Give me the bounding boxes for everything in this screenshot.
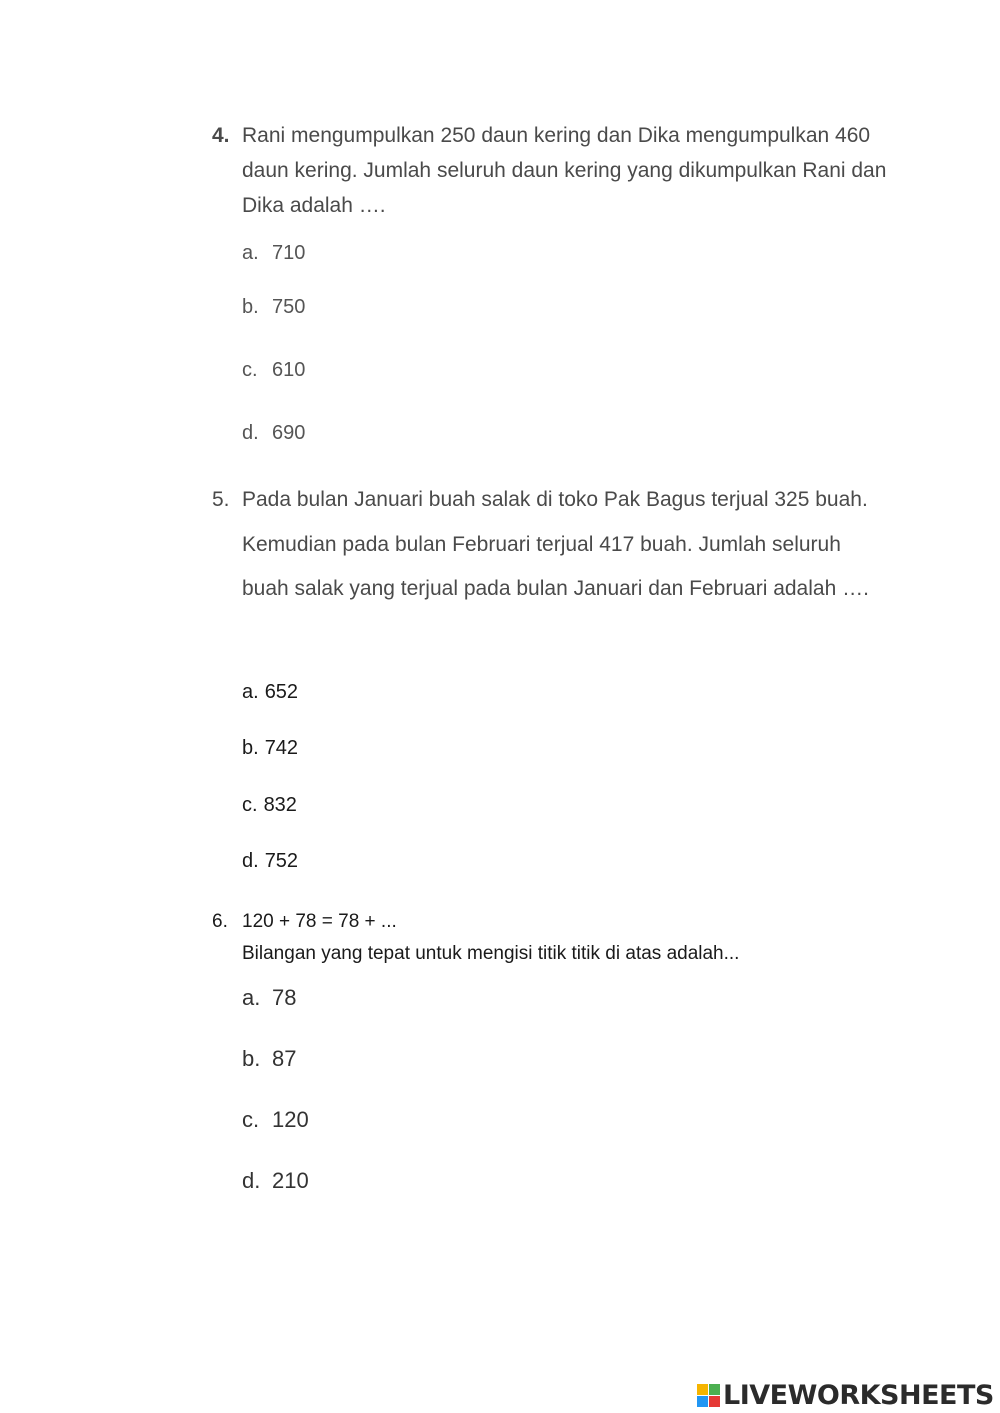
option-value: 752 (264, 850, 299, 872)
option-d (242, 850, 298, 873)
option-value: 832 (263, 794, 297, 816)
option-a (242, 985, 296, 1011)
question-5 (212, 478, 892, 612)
option-value: 690 (272, 422, 306, 444)
logo-mark-icon (697, 1384, 720, 1407)
option-a (242, 242, 305, 265)
logo-mark-square (709, 1396, 720, 1407)
option-value: 78 (272, 985, 297, 1010)
option-value: 742 (264, 737, 299, 759)
option-a (242, 681, 298, 704)
option-label: d. (242, 850, 259, 872)
option-label: c. (242, 359, 258, 381)
question-6 (212, 906, 892, 970)
option-value: 120 (272, 1107, 309, 1132)
question-text: Pada bulan Januari buah salak di toko Pak Bagus terjual 325 buah. Kemudian pada bulan Februari terjual 417 buah. Jumlah seluruh buah salak yang terjual pada bulan Januari dan Februari adalah …. (242, 488, 869, 600)
option-d (242, 422, 305, 445)
question-equation: 120 + 78 = 78 + ... (242, 911, 397, 932)
option-label: c. (242, 1107, 260, 1132)
option-label: b. (242, 1046, 261, 1071)
question-text: Bilangan yang tepat untuk mengisi titik titik di atas adalah... (242, 943, 740, 964)
option-label: b. (242, 737, 259, 759)
option-value: 210 (272, 1168, 309, 1193)
question-4 (212, 118, 892, 223)
option-value: 652 (264, 681, 299, 703)
option-value: 750 (272, 296, 306, 318)
option-label: b. (242, 296, 259, 318)
option-c (242, 359, 305, 382)
question-number: 4. (212, 124, 230, 147)
option-label: d. (242, 422, 259, 444)
option-label: c. (242, 794, 258, 816)
logo-mark-square (709, 1384, 720, 1395)
option-label: a. (242, 242, 259, 264)
option-d (242, 1168, 309, 1194)
question-text: Rani mengumpulkan 250 daun kering dan Dika mengumpulkan 460 daun kering. Jumlah seluruh daun kering yang dikumpulkan Rani dan Dika adalah …. (242, 124, 887, 217)
option-b (242, 737, 298, 760)
option-b (242, 1046, 296, 1072)
option-c (242, 794, 297, 817)
liveworksheets-logo (697, 1380, 994, 1411)
logo-mark-square (697, 1396, 708, 1407)
option-value: 87 (272, 1046, 297, 1071)
option-label: d. (242, 1168, 261, 1193)
question-number: 6. (212, 911, 228, 932)
option-label: a. (242, 985, 261, 1010)
logo-mark-square (697, 1384, 708, 1395)
option-c (242, 1107, 309, 1133)
logo-text: LIVEWORKSHEETS (723, 1380, 994, 1411)
option-value: 710 (272, 242, 306, 264)
option-b (242, 296, 305, 319)
option-label: a. (242, 681, 259, 703)
question-number: 5. (212, 488, 230, 511)
option-value: 610 (272, 359, 306, 381)
